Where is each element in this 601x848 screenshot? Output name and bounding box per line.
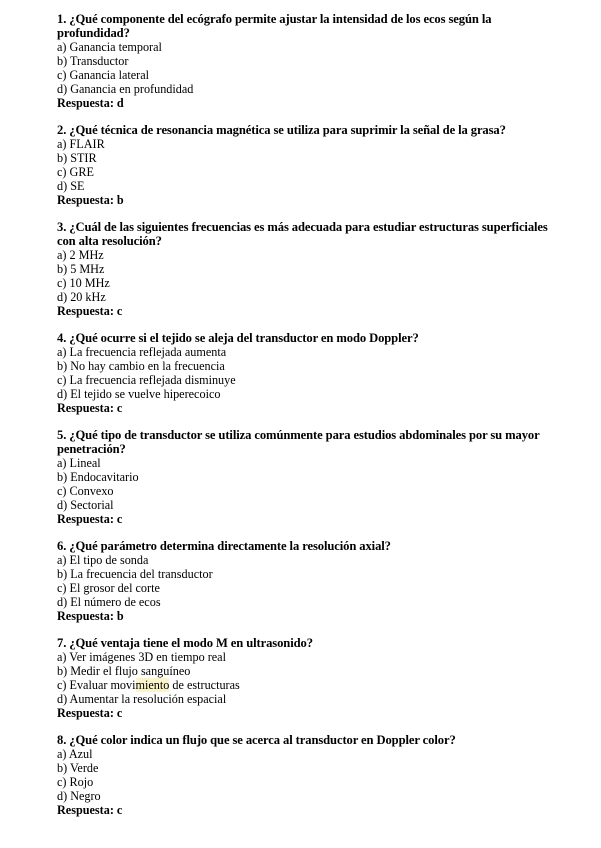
- answer-option: b) La frecuencia del transductor: [57, 567, 213, 581]
- answer-key: Respuesta: d: [57, 96, 124, 110]
- answer-option: a) Azul: [57, 747, 93, 761]
- question-block: [57, 636, 557, 720]
- answer-option: d) Negro: [57, 789, 101, 803]
- answer-option: c) El grosor del corte: [57, 581, 160, 595]
- answer-option: a) FLAIR: [57, 137, 105, 151]
- answer-option: d) Ganancia en profundidad: [57, 82, 194, 96]
- answer-option: c) Rojo: [57, 775, 94, 789]
- answer-option: b) Transductor: [57, 54, 129, 68]
- answer-option: c) Ganancia lateral: [57, 68, 150, 82]
- answer-key: Respuesta: b: [57, 609, 124, 623]
- answer-option: d) 20 kHz: [57, 290, 106, 304]
- answer-option: d) Aumentar la resolución espacial: [57, 692, 227, 706]
- text-highlight: miento: [135, 678, 170, 692]
- answer-option: c) 10 MHz: [57, 276, 110, 290]
- answer-option: a) 2 MHz: [57, 248, 104, 262]
- answer-option: c) Convexo: [57, 484, 114, 498]
- question-title: 5. ¿Qué tipo de transductor se utiliza comúnmente para estudios abdominales por su mayor penetración?: [57, 428, 540, 456]
- answer-option: b) Endocavitario: [57, 470, 139, 484]
- document-page: [57, 12, 557, 830]
- question-title: 8. ¿Qué color indica un flujo que se acerca al transductor en Doppler color?: [57, 733, 456, 747]
- answer-option: c) La frecuencia reflejada disminuye: [57, 373, 236, 387]
- answer-option: d) SE: [57, 179, 85, 193]
- answer-key: Respuesta: c: [57, 304, 123, 318]
- question-block: [57, 733, 557, 817]
- answer-option: a) Lineal: [57, 456, 101, 470]
- answer-key: Respuesta: c: [57, 803, 123, 817]
- question-title: 7. ¿Qué ventaja tiene el modo M en ultrasonido?: [57, 636, 313, 650]
- answer-option: c) Evaluar movimiento de estructuras: [57, 678, 240, 692]
- question-block: [57, 428, 557, 526]
- question-title: 3. ¿Cuál de las siguientes frecuencias es más adecuada para estudiar estructuras superficiales con alta resolución?: [57, 220, 548, 248]
- question-block: [57, 539, 557, 623]
- question-title: 2. ¿Qué técnica de resonancia magnética se utiliza para suprimir la señal de la grasa?: [57, 123, 506, 137]
- question-block: [57, 123, 557, 207]
- question-block: [57, 331, 557, 415]
- answer-option: d) Sectorial: [57, 498, 114, 512]
- answer-option: b) STIR: [57, 151, 97, 165]
- question-title: 4. ¿Qué ocurre si el tejido se aleja del transductor en modo Doppler?: [57, 331, 419, 345]
- answer-option: a) El tipo de sonda: [57, 553, 149, 567]
- answer-option: d) El tejido se vuelve hiperecoico: [57, 387, 221, 401]
- question-title: 1. ¿Qué componente del ecógrafo permite ajustar la intensidad de los ecos según la profundidad?: [57, 12, 492, 40]
- answer-option: b) 5 MHz: [57, 262, 105, 276]
- answer-option: a) Ver imágenes 3D en tiempo real: [57, 650, 226, 664]
- answer-key: Respuesta: b: [57, 193, 124, 207]
- question-block: [57, 12, 557, 110]
- answer-key: Respuesta: c: [57, 401, 123, 415]
- question-title: 6. ¿Qué parámetro determina directamente la resolución axial?: [57, 539, 391, 553]
- answer-option: a) La frecuencia reflejada aumenta: [57, 345, 227, 359]
- question-block: [57, 220, 557, 318]
- answer-key: Respuesta: c: [57, 512, 123, 526]
- answer-option: b) No hay cambio en la frecuencia: [57, 359, 225, 373]
- answer-option: b) Verde: [57, 761, 99, 775]
- answer-option: c) GRE: [57, 165, 94, 179]
- answer-option: a) Ganancia temporal: [57, 40, 162, 54]
- answer-option: b) Medir el flujo sanguíneo: [57, 664, 191, 678]
- answer-key: Respuesta: c: [57, 706, 123, 720]
- answer-option: d) El número de ecos: [57, 595, 161, 609]
